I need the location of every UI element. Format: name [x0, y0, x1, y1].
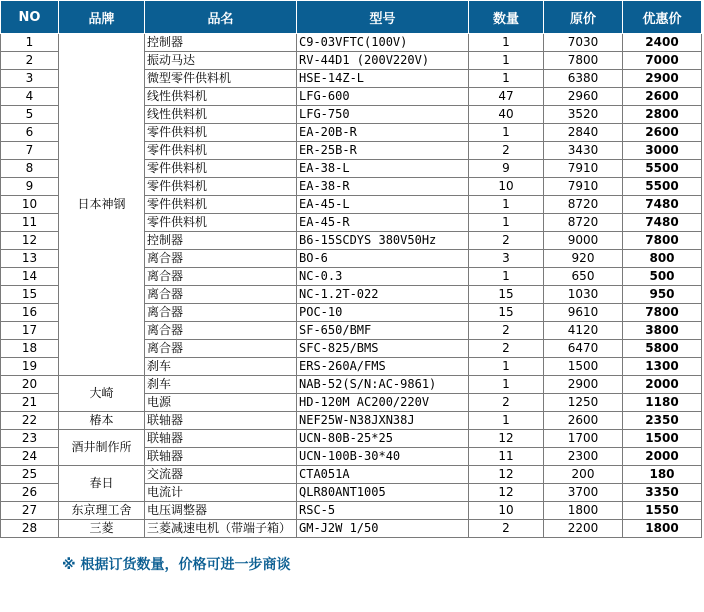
header-qty: 数量 — [469, 1, 544, 34]
quantity: 9 — [469, 160, 544, 178]
model-number: SF-650/BMF — [297, 322, 469, 340]
header-brand: 品牌 — [59, 1, 145, 34]
table-body — [1, 34, 702, 538]
model-number: EA-20B-R — [297, 124, 469, 142]
product-name: 联轴器 — [145, 448, 297, 466]
row-no: 27 — [1, 502, 59, 520]
header-discount-price: 优惠价 — [623, 1, 702, 34]
model-number: BO-6 — [297, 250, 469, 268]
product-name: 电压调整器 — [145, 502, 297, 520]
product-name: 三菱减速电机（带端子箱） — [145, 520, 297, 538]
model-number: B6-15SCDYS 380V50Hz — [297, 232, 469, 250]
discount-price: 2800 — [623, 106, 702, 124]
discount-price: 180 — [623, 466, 702, 484]
product-name: 振动马达 — [145, 52, 297, 70]
product-name: 控制器 — [145, 34, 297, 52]
header-model: 型号 — [297, 1, 469, 34]
discount-price: 1550 — [623, 502, 702, 520]
discount-price: 1500 — [623, 430, 702, 448]
model-number: CTA051A — [297, 466, 469, 484]
row-no: 22 — [1, 412, 59, 430]
model-number: RV-44D1 (200V220V) — [297, 52, 469, 70]
discount-price: 2000 — [623, 376, 702, 394]
quantity: 2 — [469, 322, 544, 340]
original-price: 2960 — [544, 88, 623, 106]
discount-price: 3350 — [623, 484, 702, 502]
product-name: 离合器 — [145, 250, 297, 268]
model-number: QLR80ANT1005 — [297, 484, 469, 502]
quantity: 15 — [469, 304, 544, 322]
discount-price: 1180 — [623, 394, 702, 412]
discount-price: 5500 — [623, 160, 702, 178]
original-price: 2840 — [544, 124, 623, 142]
row-no: 25 — [1, 466, 59, 484]
discount-price: 2000 — [623, 448, 702, 466]
quantity: 2 — [469, 340, 544, 358]
original-price: 200 — [544, 466, 623, 484]
quantity: 1 — [469, 214, 544, 232]
original-price: 7910 — [544, 160, 623, 178]
quantity: 2 — [469, 232, 544, 250]
quantity: 12 — [469, 466, 544, 484]
row-no: 20 — [1, 376, 59, 394]
product-name: 交流器 — [145, 466, 297, 484]
discount-price: 1800 — [623, 520, 702, 538]
model-number: NC-0.3 — [297, 268, 469, 286]
quantity: 1 — [469, 196, 544, 214]
product-name: 离合器 — [145, 268, 297, 286]
row-no: 16 — [1, 304, 59, 322]
quantity: 1 — [469, 70, 544, 88]
model-number: NAB-52(S/N:AC-9861) — [297, 376, 469, 394]
discount-price: 7480 — [623, 214, 702, 232]
product-name: 刹车 — [145, 376, 297, 394]
original-price: 2900 — [544, 376, 623, 394]
original-price: 1250 — [544, 394, 623, 412]
row-no: 11 — [1, 214, 59, 232]
row-no: 18 — [1, 340, 59, 358]
discount-price: 500 — [623, 268, 702, 286]
product-name: 电源 — [145, 394, 297, 412]
product-name: 零件供料机 — [145, 124, 297, 142]
quantity: 11 — [469, 448, 544, 466]
row-no: 12 — [1, 232, 59, 250]
table-row — [1, 466, 702, 484]
model-number: EA-38-R — [297, 178, 469, 196]
original-price: 1700 — [544, 430, 623, 448]
row-no: 1 — [1, 34, 59, 52]
original-price: 2300 — [544, 448, 623, 466]
model-number: RSC-5 — [297, 502, 469, 520]
original-price: 7800 — [544, 52, 623, 70]
product-name: 零件供料机 — [145, 160, 297, 178]
product-name: 控制器 — [145, 232, 297, 250]
original-price: 650 — [544, 268, 623, 286]
model-number: HSE-14Z-L — [297, 70, 469, 88]
model-number: HD-120M AC200/220V — [297, 394, 469, 412]
header-name: 品名 — [145, 1, 297, 34]
discount-price: 3800 — [623, 322, 702, 340]
row-no: 26 — [1, 484, 59, 502]
quantity: 1 — [469, 412, 544, 430]
quantity: 12 — [469, 430, 544, 448]
brand-cell: 日本神钢 — [59, 34, 145, 376]
table-row — [1, 34, 702, 52]
row-no: 5 — [1, 106, 59, 124]
table-row — [1, 502, 702, 520]
original-price: 7030 — [544, 34, 623, 52]
row-no: 8 — [1, 160, 59, 178]
brand-cell: 春日 — [59, 466, 145, 502]
product-name: 刹车 — [145, 358, 297, 376]
discount-price: 7480 — [623, 196, 702, 214]
original-price: 2200 — [544, 520, 623, 538]
discount-price: 5500 — [623, 178, 702, 196]
row-no: 24 — [1, 448, 59, 466]
model-number: EA-45-R — [297, 214, 469, 232]
product-name: 离合器 — [145, 340, 297, 358]
discount-price: 3000 — [623, 142, 702, 160]
table-header — [1, 1, 702, 34]
pricing-note: ※ 根据订货数量，价格可进一步商谈 — [62, 557, 291, 573]
product-name: 离合器 — [145, 304, 297, 322]
brand-cell: 大崎 — [59, 376, 145, 412]
table-row — [1, 430, 702, 448]
model-number: POC-10 — [297, 304, 469, 322]
row-no: 28 — [1, 520, 59, 538]
row-no: 6 — [1, 124, 59, 142]
original-price: 4120 — [544, 322, 623, 340]
row-no: 9 — [1, 178, 59, 196]
brand-cell: 椿本 — [59, 412, 145, 430]
quantity: 2 — [469, 520, 544, 538]
model-number: EA-45-L — [297, 196, 469, 214]
row-no: 4 — [1, 88, 59, 106]
table-row — [1, 520, 702, 538]
discount-price: 7800 — [623, 232, 702, 250]
model-number: UCN-80B-25*25 — [297, 430, 469, 448]
product-name: 联轴器 — [145, 430, 297, 448]
product-name: 零件供料机 — [145, 214, 297, 232]
original-price: 8720 — [544, 214, 623, 232]
row-no: 19 — [1, 358, 59, 376]
quantity: 1 — [469, 124, 544, 142]
discount-price: 7800 — [623, 304, 702, 322]
table-row — [1, 412, 702, 430]
discount-price: 2400 — [623, 34, 702, 52]
row-no: 7 — [1, 142, 59, 160]
product-name: 线性供料机 — [145, 88, 297, 106]
product-name: 离合器 — [145, 286, 297, 304]
quantity: 47 — [469, 88, 544, 106]
quantity: 1 — [469, 34, 544, 52]
product-name: 电流计 — [145, 484, 297, 502]
brand-cell: 三菱 — [59, 520, 145, 538]
model-number: SFC-825/BMS — [297, 340, 469, 358]
discount-price: 2600 — [623, 88, 702, 106]
model-number: LFG-750 — [297, 106, 469, 124]
brand-cell: 东京理工舍 — [59, 502, 145, 520]
model-number: GM-J2W 1/50 — [297, 520, 469, 538]
row-no: 15 — [1, 286, 59, 304]
discount-price: 950 — [623, 286, 702, 304]
row-no: 3 — [1, 70, 59, 88]
row-no: 17 — [1, 322, 59, 340]
row-no: 21 — [1, 394, 59, 412]
original-price: 3520 — [544, 106, 623, 124]
original-price: 2600 — [544, 412, 623, 430]
original-price: 3700 — [544, 484, 623, 502]
model-number: ERS-260A/FMS — [297, 358, 469, 376]
model-number: LFG-600 — [297, 88, 469, 106]
header-orig-price: 原价 — [544, 1, 623, 34]
original-price: 9610 — [544, 304, 623, 322]
discount-price: 5800 — [623, 340, 702, 358]
quantity: 15 — [469, 286, 544, 304]
row-no: 10 — [1, 196, 59, 214]
header-row — [1, 1, 702, 34]
table-row — [1, 376, 702, 394]
original-price: 1800 — [544, 502, 623, 520]
quantity: 1 — [469, 268, 544, 286]
original-price: 920 — [544, 250, 623, 268]
product-name: 零件供料机 — [145, 178, 297, 196]
product-name: 零件供料机 — [145, 142, 297, 160]
discount-price: 2350 — [623, 412, 702, 430]
quantity: 10 — [469, 178, 544, 196]
quantity: 2 — [469, 142, 544, 160]
model-number: EA-38-L — [297, 160, 469, 178]
original-price: 1500 — [544, 358, 623, 376]
discount-price: 800 — [623, 250, 702, 268]
brand-cell: 酒井制作所 — [59, 430, 145, 466]
header-no: NO — [1, 1, 59, 34]
original-price: 3430 — [544, 142, 623, 160]
quantity: 10 — [469, 502, 544, 520]
discount-price: 2600 — [623, 124, 702, 142]
row-no: 13 — [1, 250, 59, 268]
original-price: 1030 — [544, 286, 623, 304]
discount-price: 1300 — [623, 358, 702, 376]
product-name: 联轴器 — [145, 412, 297, 430]
product-name: 微型零件供料机 — [145, 70, 297, 88]
quantity: 40 — [469, 106, 544, 124]
row-no: 23 — [1, 430, 59, 448]
quantity: 12 — [469, 484, 544, 502]
quantity: 3 — [469, 250, 544, 268]
product-name: 线性供料机 — [145, 106, 297, 124]
product-name: 零件供料机 — [145, 196, 297, 214]
model-number: C9-03VFTC(100V) — [297, 34, 469, 52]
discount-price: 2900 — [623, 70, 702, 88]
quantity: 1 — [469, 52, 544, 70]
discount-price: 7000 — [623, 52, 702, 70]
model-number: NEF25W-N38JXN38J — [297, 412, 469, 430]
quantity: 2 — [469, 394, 544, 412]
product-name: 离合器 — [145, 322, 297, 340]
quantity: 1 — [469, 376, 544, 394]
original-price: 6470 — [544, 340, 623, 358]
model-number: NC-1.2T-022 — [297, 286, 469, 304]
row-no: 2 — [1, 52, 59, 70]
original-price: 7910 — [544, 178, 623, 196]
row-no: 14 — [1, 268, 59, 286]
model-number: ER-25B-R — [297, 142, 469, 160]
original-price: 6380 — [544, 70, 623, 88]
original-price: 9000 — [544, 232, 623, 250]
quantity: 1 — [469, 358, 544, 376]
original-price: 8720 — [544, 196, 623, 214]
model-number: UCN-100B-30*40 — [297, 448, 469, 466]
